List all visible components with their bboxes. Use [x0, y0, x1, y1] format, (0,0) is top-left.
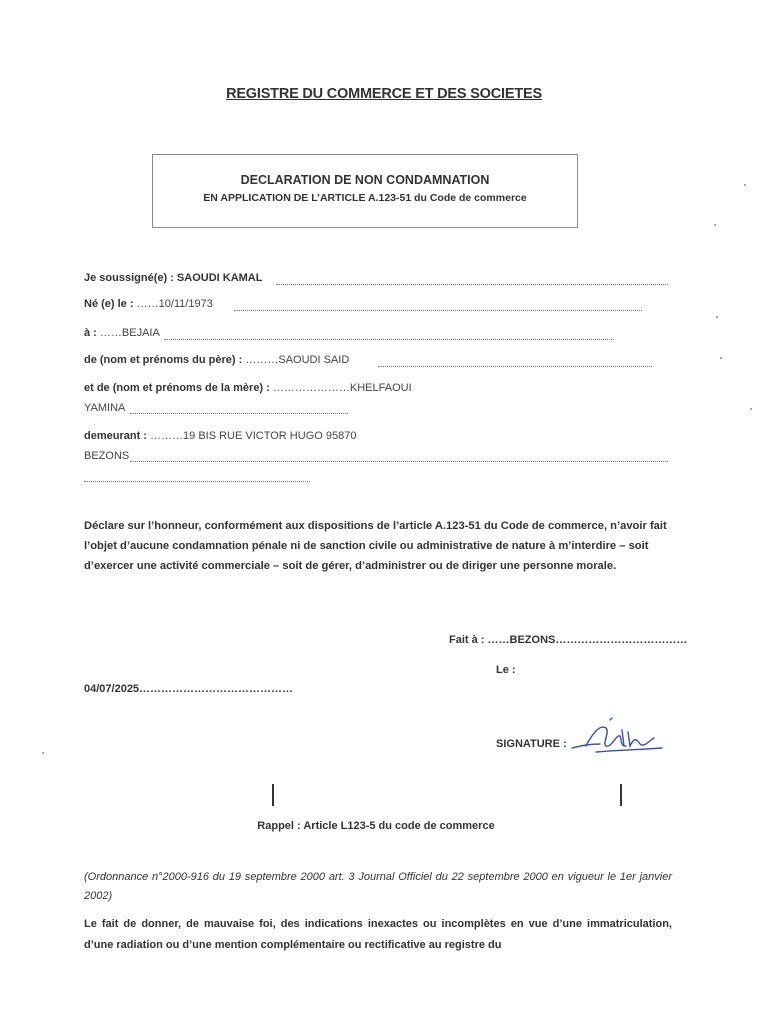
scan-speck	[744, 184, 746, 186]
field-mere-continued	[84, 402, 125, 414]
field-pere-value: ………SAOUDI SAID	[245, 354, 350, 366]
scan-speck	[720, 357, 722, 359]
field-lieu-label: à :	[84, 327, 97, 339]
declaration-heading: DECLARATION DE NON CONDAMNATION	[240, 173, 490, 187]
dotted-line	[234, 310, 642, 311]
document-title: REGISTRE DU COMMERCE ET DES SOCIETES	[226, 86, 542, 102]
field-mere-value: …………………KHELFAOUI	[272, 382, 412, 394]
le-label: Le :	[496, 664, 516, 676]
dotted-line	[84, 481, 310, 482]
declaration-text: Déclare sur l’honneur, conformément aux dispositions de l’article A.123-51 du Code de commerce, n’avoir fait l’objet d’aucune condamnation pénale ni de sanction civile ou administrative de nature à m’interdire – soit d’exercer une activité commerciale – soit de gérer, d’administrer ou de diriger une personne morale.	[84, 520, 667, 572]
scan-speck	[714, 224, 716, 226]
field-demeurant-continued	[84, 450, 129, 462]
field-soussigne	[84, 272, 262, 284]
declaration-subheading: EN APPLICATION DE L’ARTICLE A.123-51 du Code de commerce	[203, 192, 527, 204]
dotted-line	[130, 413, 348, 414]
fait-a	[449, 634, 687, 646]
field-pere	[84, 354, 349, 366]
field-mere-value-2: YAMINA	[84, 402, 126, 414]
field-pere-label: de (nom et prénoms du père) :	[84, 354, 243, 366]
dotted-line	[378, 366, 652, 367]
ordonnance-reference: (Ordonnance n°2000-916 du 19 septembre 2000 art. 3 Journal Officiel du 22 septembre 2000 en vigueur le 1er janvier 2002)	[84, 871, 672, 902]
scan-speck	[716, 316, 718, 318]
field-demeurant-value: ………19 BIS RUE VICTOR HUGO 95870	[150, 430, 357, 442]
date-value: 04/07/2025……………………………………	[84, 683, 294, 695]
field-lieu	[84, 327, 160, 339]
rappel-text: Le fait de donner, de mauvaise foi, des indications inexactes ou incomplètes en vue d’une immatriculation, d’une radiation ou d’une mention complémentaire ou rectificative au registre du	[84, 918, 672, 951]
scan-speck	[42, 752, 44, 754]
field-naissance-label: Né (e) le :	[84, 298, 134, 310]
dotted-line	[164, 339, 614, 340]
field-soussigne-label: Je soussigné(e) :	[84, 272, 174, 284]
field-mere	[84, 382, 412, 394]
fait-a-value: ……BEZONS………………………………	[487, 634, 688, 646]
field-naissance	[84, 298, 213, 310]
field-mere-label: et de (nom et prénoms de la mère) :	[84, 382, 270, 394]
rappel-title: Rappel : Article L123-5 du code de commerce	[257, 820, 495, 832]
signature-label: SIGNATURE :	[496, 738, 567, 750]
dotted-line	[276, 284, 668, 285]
field-demeurant-value-2: BEZONS	[84, 450, 130, 462]
margin-mark	[272, 784, 274, 806]
field-lieu-value: ……BEJAIA	[99, 327, 160, 339]
signature-scribble	[566, 716, 666, 760]
field-demeurant-label: demeurant :	[84, 430, 147, 442]
scan-speck	[750, 408, 752, 410]
fait-a-label: Fait à :	[449, 634, 485, 646]
field-naissance-value: ……10/11/1973	[136, 298, 213, 310]
field-soussigne-value: SAOUDI KAMAL	[176, 272, 263, 284]
dotted-line	[130, 461, 668, 462]
margin-mark	[620, 784, 622, 806]
field-demeurant	[84, 430, 356, 442]
declaration-heading-box	[152, 154, 578, 228]
